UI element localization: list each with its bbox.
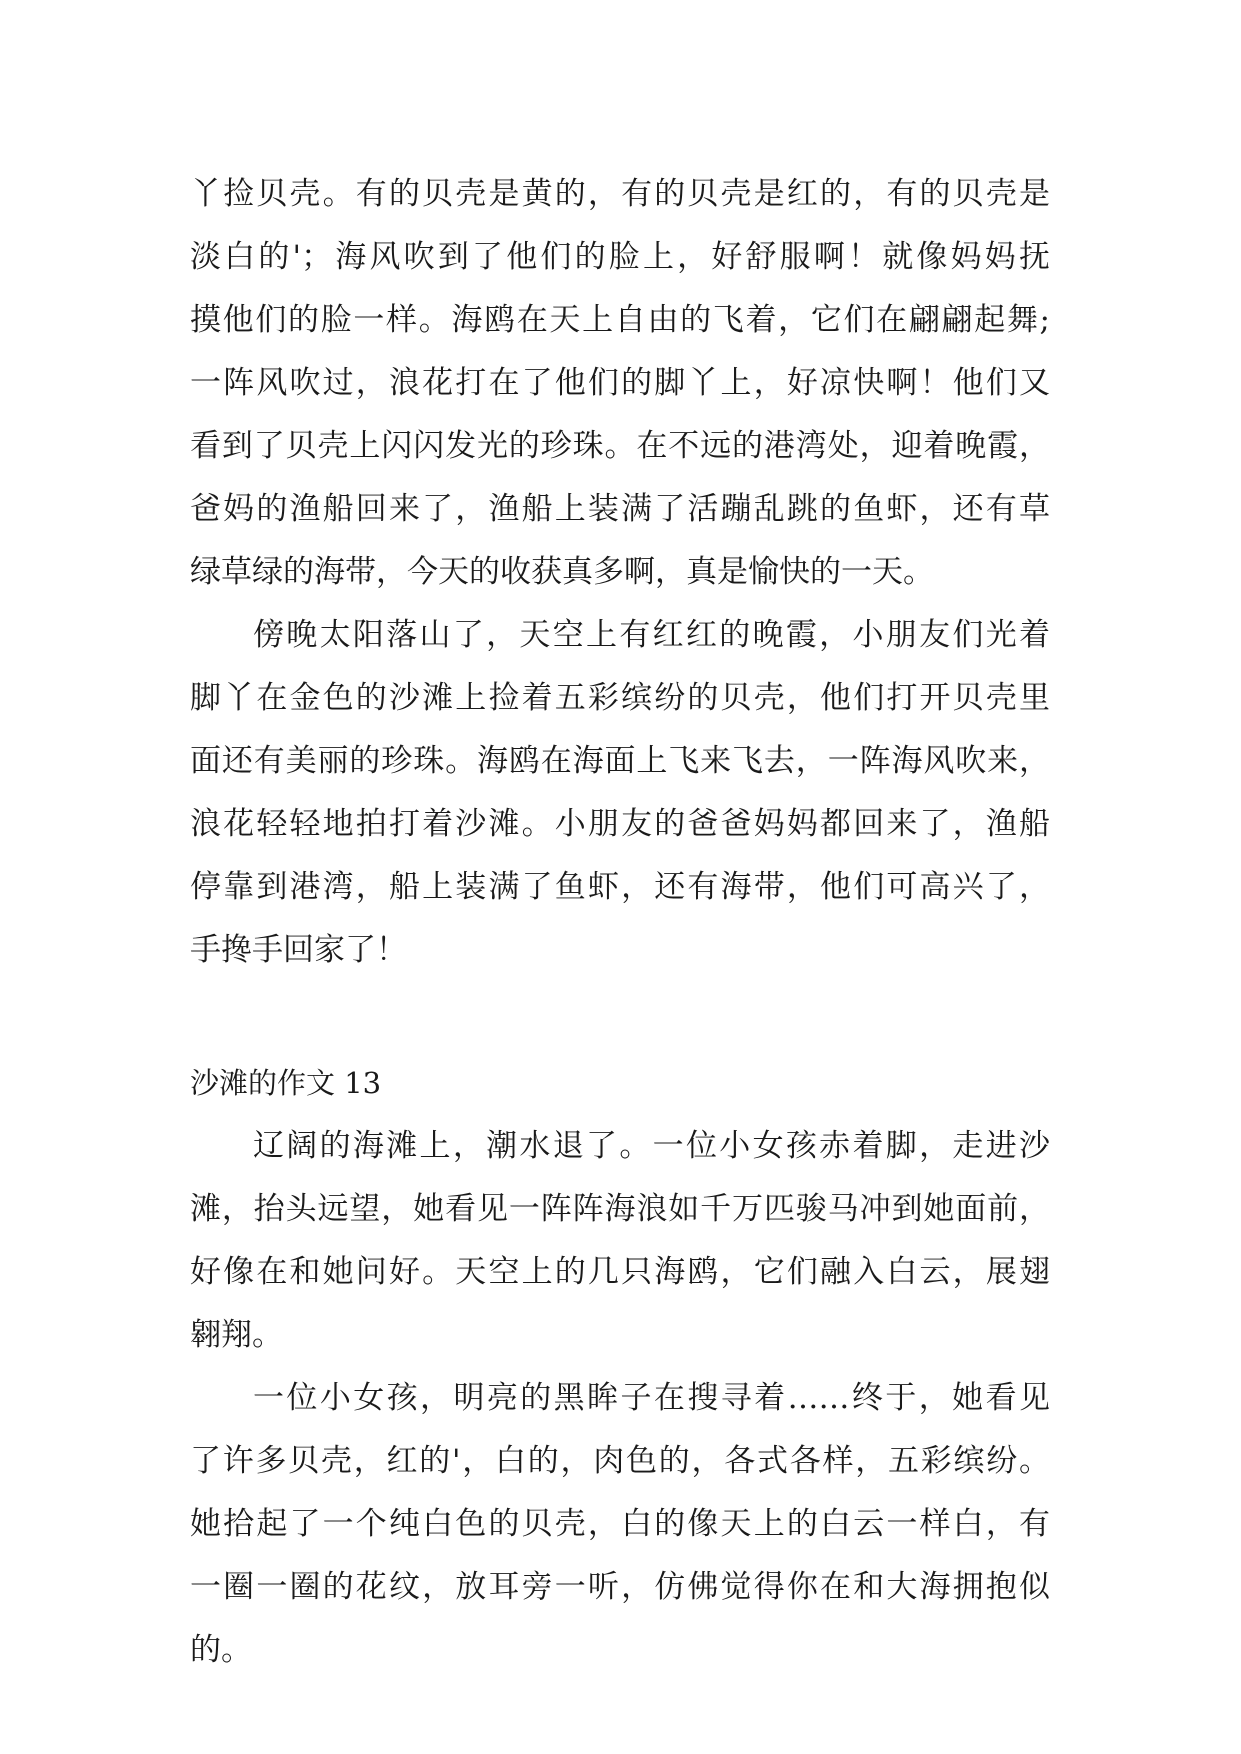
text-line: 摸他们的脸一样。海鸥在天上自由的飞着，它们在翩翩起舞; [190, 302, 1050, 338]
section-heading: 沙滩的作文 13 [190, 1066, 382, 1100]
text-line: 一位小女孩，明亮的黑眸子在搜寻着……终于，她看见 [253, 1380, 1050, 1416]
text-line: 辽阔的海滩上，潮水退了。一位小女孩赤着脚，走进沙 [253, 1128, 1050, 1164]
text-line: 她拾起了一个纯白色的贝壳，白的像天上的白云一样白，有 [190, 1506, 1050, 1542]
paragraph [190, 1115, 1050, 1367]
text-line: 滩，抬头远望，她看见一阵阵海浪如千万匹骏马冲到她面前， [190, 1191, 1050, 1227]
paragraph [190, 604, 1050, 982]
text-line: 傍晚太阳落山了，天空上有红红的晚霞，小朋友们光着 [253, 617, 1050, 653]
text-line: 脚丫在金色的沙滩上捡着五彩缤纷的贝壳，他们打开贝壳里 [190, 680, 1050, 716]
text-line: 的。 [190, 1632, 252, 1668]
text-line: 手搀手回家了！ [190, 932, 407, 968]
text-line: 一阵风吹过，浪花打在了他们的脚丫上，好凉快啊！他们又 [190, 365, 1050, 401]
text-line: 停靠到港湾，船上装满了鱼虾，还有海带，他们可高兴了， [190, 869, 1050, 905]
text-line: 浪花轻轻地拍打着沙滩。小朋友的爸爸妈妈都回来了，渔船 [190, 806, 1050, 842]
document-body [190, 163, 1050, 1682]
text-line: 淡白的'；海风吹到了他们的脸上，好舒服啊！就像妈妈抚 [190, 239, 1050, 275]
text-line: 爸妈的渔船回来了，渔船上装满了活蹦乱跳的鱼虾，还有草 [190, 491, 1050, 527]
text-line: 好像在和她问好。天空上的几只海鸥，它们融入白云，展翅 [190, 1254, 1050, 1290]
text-line: 翱翔。 [190, 1317, 283, 1353]
paragraph [190, 1367, 1050, 1682]
text-line: 了许多贝壳，红的'，白的，肉色的，各式各样，五彩缤纷。 [190, 1443, 1050, 1479]
text-line: 面还有美丽的珍珠。海鸥在海面上飞来飞去，一阵海风吹来， [190, 743, 1050, 779]
text-line: 一圈一圈的花纹，放耳旁一听，仿佛觉得你在和大海拥抱似 [190, 1569, 1050, 1605]
text-line: 绿草绿的海带，今天的收获真多啊，真是愉快的一天。 [190, 554, 934, 590]
text-line: 丫捡贝壳。有的贝壳是黄的，有的贝壳是红的，有的贝壳是 [190, 176, 1050, 212]
spacer [190, 982, 1050, 1052]
paragraph [190, 163, 1050, 604]
text-line: 看到了贝壳上闪闪发光的珍珠。在不远的港湾处，迎着晚霞， [190, 428, 1050, 464]
